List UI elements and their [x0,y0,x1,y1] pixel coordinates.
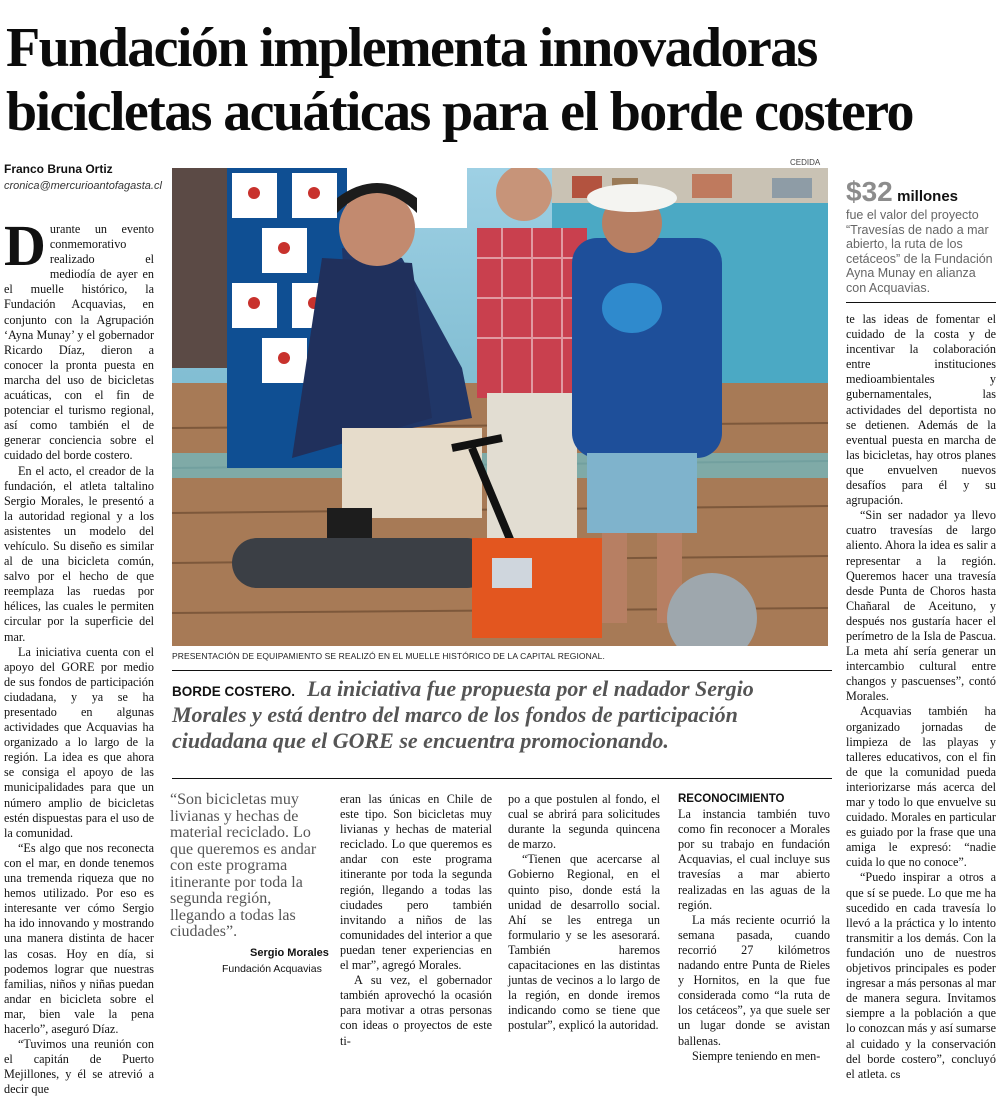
paragraph: La instancia también tuvo como fin reconocer a Morales por su trabajo en fundación Acquavias, el cual incluye sus travesías a mar abierto realizadas en las aguas de la región. [678,807,830,912]
paragraph: La iniciativa cuenta con el apoyo del GORE por medio de sus fondos de participación ciudadana, y ya se ha presentado en algunas actividades que Acquavias ha organizado a lo largo de la región. La idea es que ahora se consiga el apoyo de las municipalidades para que un número amplio de bicicletas estén dispuestas para el uso de la comunidad. [4,644,154,840]
end-mark: cs [890,1069,901,1081]
paragraph: po a que postulen al fondo, el cual se abrirá para solicitudes durante la segunda quincena de marzo. [508,792,660,852]
paragraph: Durante un evento conmemorativo realizado el mediodía de ayer en el muelle histórico, la Fundación Acquavias, en conjunto con la Agrupación ‘Ayna Munay’ y el gobernador Ricardo Díaz, dieron a conocer la pronta puesta en marcha del uso de bicicletas acuáticas, con el fin de potenciar el turismo regional, así como también el de generar conciencia sobre el cuidado del borde costero. [4,213,154,463]
paragraph: “Sin ser nadador ya llevo cuatro travesías de largo aliento. Ahora la idea es salir a representar a la región. Queremos hacer una travesía desde Punta de Choros hasta Chañaral de Aceituno, y después nos gustaría hacer el perímetro de la Isla de Pascua. La meta ahí sería generar un intercambio cultural entre changos y pascuenses”, contó Morales. [846,508,996,704]
column-5 [678,792,830,1064]
drop-cap: D [4,213,46,278]
deck-text: La iniciativa fue propuesta por el nadador Sergio Morales y está dentro del marco de los fondos de participación ciudadana que el GORE se encuentra promocionando. [172,676,754,753]
column-3 [340,792,492,1049]
divider [172,670,832,671]
stat-unit: millones [897,188,959,205]
paragraph: Siempre teniendo en men- [692,1048,821,1063]
column-1 [4,213,154,1097]
headline-line-2: bicicletas acuáticas para el borde costero [6,81,913,143]
paragraph: eran las únicas en Chile de este tipo. Son bicicletas muy livianas y hechas de material reciclado. Lo que queremos es andar con este programa itinerante por toda la segunda región, llegando a todas las ciudades pero también invitando a niños de las comunidades del interior a que puedan tener experiencias en el mar”, agregó Morales. [340,792,492,973]
paragraph: Acquavias también ha organizado jornadas de limpieza de las playas y talleres educativos, con el fin de que la comunidad pueda interiorizarse más acerca del mar y todo lo que envuelve su cuidado. Morales en particular es guiado por la frase que una amiga le expresó: “nadie cuida lo que no conoce”. [846,704,996,870]
headline [6,16,996,144]
paragraph: te las ideas de fomentar el cuidado de la costa y de incentivar la colaboración entre instituciones medioambientales y gubernamentales, las actividades del deportista no se detienen. Además de la eventual puesta en marcha de las bicicletas, hay otros planes que envuelven nuevos desafíos para él y su agrupación. [846,312,996,508]
paragraph: “Tuvimos una reunión con el capitán de Puerto Mejillones, y él se atrevió a decir que [4,1037,154,1097]
article-photo [172,168,828,646]
stat-description: fue el valor del proyecto “Travesías de nado a mar abierto, la ruta de los cetáceos” de la Fundación Ayna Munay en alianza con Acquavias. [846,208,993,295]
paragraph: “Puedo inspirar a otros a que sí se puede. Lo que me ha sucedido en cada travesía lo llevó a la práctica y lo intento transmitir a los demás. Con la fundación uno de nuestros objetivos principales es poder ingresar a más personas al mar de manera segura. Invitamos siempre a la población a que lo conozcan más y así sumarse al cuidado y la conservación del borde costero”, concluyó el atleta. cs [846,870,996,1081]
pull-quote: “Son bicicletas muy livianas y hechas de material reciclado. Lo que queremos es andar con este programa itinerante por toda la segunda región, llegando a todas las ciudades”. [170,791,317,940]
paragraph: “Tienen que acercarse al Gobierno Regional, en el quinto piso, donde está la unidad de desarrollo social. Ahí se les entrega un formulario y se les asesorará. También haremos capacitaciones en las distintas juntas de vecinos a lo largo de la región, en donde iremos indicando como se tiene que postular”, explicó la autoridad. [508,852,660,1033]
paragraph: A su vez, el gobernador también aprovechó la ocasión para motivar a otras personas con ideas o proyectos de este ti- [340,973,492,1048]
column-6 [846,312,996,1083]
pull-quote-name: Sergio Morales [250,947,329,959]
paragraph: En el acto, el creador de la fundación, el atleta taltalino Sergio Morales, le presentó a la autoridad regional y a los asistentes un modelo del vehículo. Su diseño es similar al de una bicicleta común, salvo por el hecho de que reemplaza las ruedas por hélices, las cuales le permiten circular por la superficie del mar. [4,463,154,644]
photo-caption: PRESENTACIÓN DE EQUIPAMIENTO SE REALIZÓ EN EL MUELLE HISTÓRICO DE LA CAPITAL REGIONAL. [172,651,605,661]
column-4 [508,792,660,1034]
paragraph: “Es algo que nos reconecta con el mar, en donde tenemos una tremenda riqueza que no hemos utilizado. Por eso es interesante ver cómo Sergio ha ido innovando y mostrando una manera distinta de hacer las cosas. Hoy en día, si podemos lograr que nuestras familias, niños y niñas puedan andar en bicicleta sobre el mar, bien vale la pena hacerlo”, aseguró Díaz. [4,840,154,1036]
byline-email[interactable]: cronica@mercurioantofagasta.cl [4,180,162,192]
divider [846,302,996,303]
photo-credit: CEDIDA [790,158,821,167]
stat-value [846,176,958,208]
section-subhead: RECONOCIMIENTO [678,793,785,805]
pull-quote-org: Fundación Acquavias [222,963,322,975]
stat-amount: $32 [846,176,893,207]
deck-kicker: BORDE COSTERO. [172,684,296,699]
paragraph: La más reciente ocurrió la semana pasada, cuando recorrió 27 kilómetros nadando entre Punta de Rieles y Hornitos, en la que fue considerada como “la ruta de los cetáceos”, ya que suele ser un lugar donde se avistan ballenas. [678,912,830,1048]
divider [172,778,832,779]
headline-line-1: Fundación implementa innovadoras [6,17,817,79]
byline-author: Franco Bruna Ortiz [4,162,113,176]
photo-illustration [172,168,828,646]
